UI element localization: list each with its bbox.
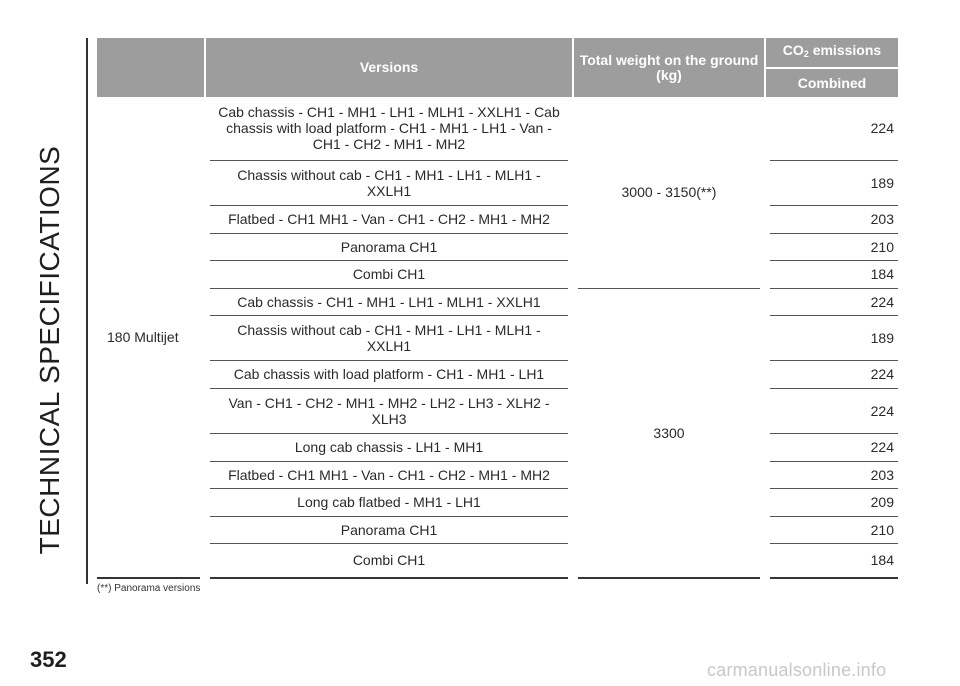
co2-cell: 210	[765, 516, 898, 543]
co2-cell: 184	[765, 260, 898, 288]
co2-cell: 184	[765, 543, 898, 578]
version-cell: Long cab flatbed - MH1 - LH1	[205, 488, 573, 516]
co2-cell: 209	[765, 488, 898, 516]
version-cell: Long cab chassis - LH1 - MH1	[205, 433, 573, 461]
footnote: (**) Panorama versions	[97, 583, 201, 594]
table-row	[97, 388, 898, 433]
version-cell: Combi CH1	[205, 543, 573, 578]
table-row	[97, 516, 898, 543]
co2-cell: 210	[765, 233, 898, 260]
header-co2-emissions	[765, 38, 898, 68]
table-header-row	[97, 38, 898, 68]
table-row	[97, 360, 898, 388]
version-cell: Cab chassis - CH1 - MH1 - LH1 - MLH1 - XXLH1	[205, 288, 573, 315]
table-row	[97, 543, 898, 578]
weight-cell: 3000 - 3150(**)	[573, 97, 765, 288]
version-cell: Flatbed - CH1 MH1 - Van - CH1 - CH2 - MH1 - MH2	[205, 461, 573, 488]
version-cell: Cab chassis - CH1 - MH1 - LH1 - MLH1 - XXLH1 - Cab chassis with load platform - CH1 - MH1 - LH1 - Van - CH1 - CH2 - MH1 - MH2	[205, 97, 573, 160]
co2-cell: 224	[765, 388, 898, 433]
co2-cell: 189	[765, 160, 898, 205]
section-divider	[86, 38, 88, 584]
page-number: 352	[30, 647, 67, 672]
table-row	[97, 233, 898, 260]
table-row	[97, 461, 898, 488]
co2-cell: 224	[765, 97, 898, 160]
version-cell: Panorama CH1	[205, 516, 573, 543]
watermark: carmanualsonline.info	[707, 660, 887, 680]
co2-subscript: 2	[803, 49, 809, 59]
version-cell: Combi CH1	[205, 260, 573, 288]
header-versions: Versions	[205, 38, 573, 97]
version-cell: Chassis without cab - CH1 - MH1 - LH1 - MLH1 - XXLH1	[205, 160, 573, 205]
header-model	[97, 38, 205, 97]
weight-cell: 3300	[573, 288, 765, 578]
header-total-weight: Total weight on the ground (kg)	[573, 38, 765, 97]
table-row	[97, 315, 898, 360]
table-row	[97, 488, 898, 516]
version-cell: Chassis without cab - CH1 - MH1 - LH1 - MLH1 - XXLH1	[205, 315, 573, 360]
model-cell: 180 Multijet	[97, 97, 205, 578]
co2-cell: 203	[765, 205, 898, 233]
co2-cell: 203	[765, 461, 898, 488]
emissions-table	[97, 38, 898, 579]
version-cell: Panorama CH1	[205, 233, 573, 260]
version-cell: Flatbed - CH1 MH1 - Van - CH1 - CH2 - MH1 - MH2	[205, 205, 573, 233]
section-title: TECHNICAL SPECIFICATIONS	[34, 145, 65, 555]
co2-prefix: CO	[782, 42, 804, 58]
co2-suffix: emissions	[808, 42, 882, 58]
co2-cell: 224	[765, 433, 898, 461]
co2-cell: 224	[765, 360, 898, 388]
table-row	[97, 97, 898, 160]
version-cell: Cab chassis with load platform - CH1 - MH1 - LH1	[205, 360, 573, 388]
table-row	[97, 205, 898, 233]
table-row	[97, 433, 898, 461]
table-row	[97, 288, 898, 315]
co2-cell: 224	[765, 288, 898, 315]
version-cell: Van - CH1 - CH2 - MH1 - MH2 - LH2 - LH3 - XLH2 - XLH3	[205, 388, 573, 433]
table-row	[97, 160, 898, 205]
table-row	[97, 260, 898, 288]
header-combined: Combined	[765, 68, 898, 97]
co2-cell: 189	[765, 315, 898, 360]
